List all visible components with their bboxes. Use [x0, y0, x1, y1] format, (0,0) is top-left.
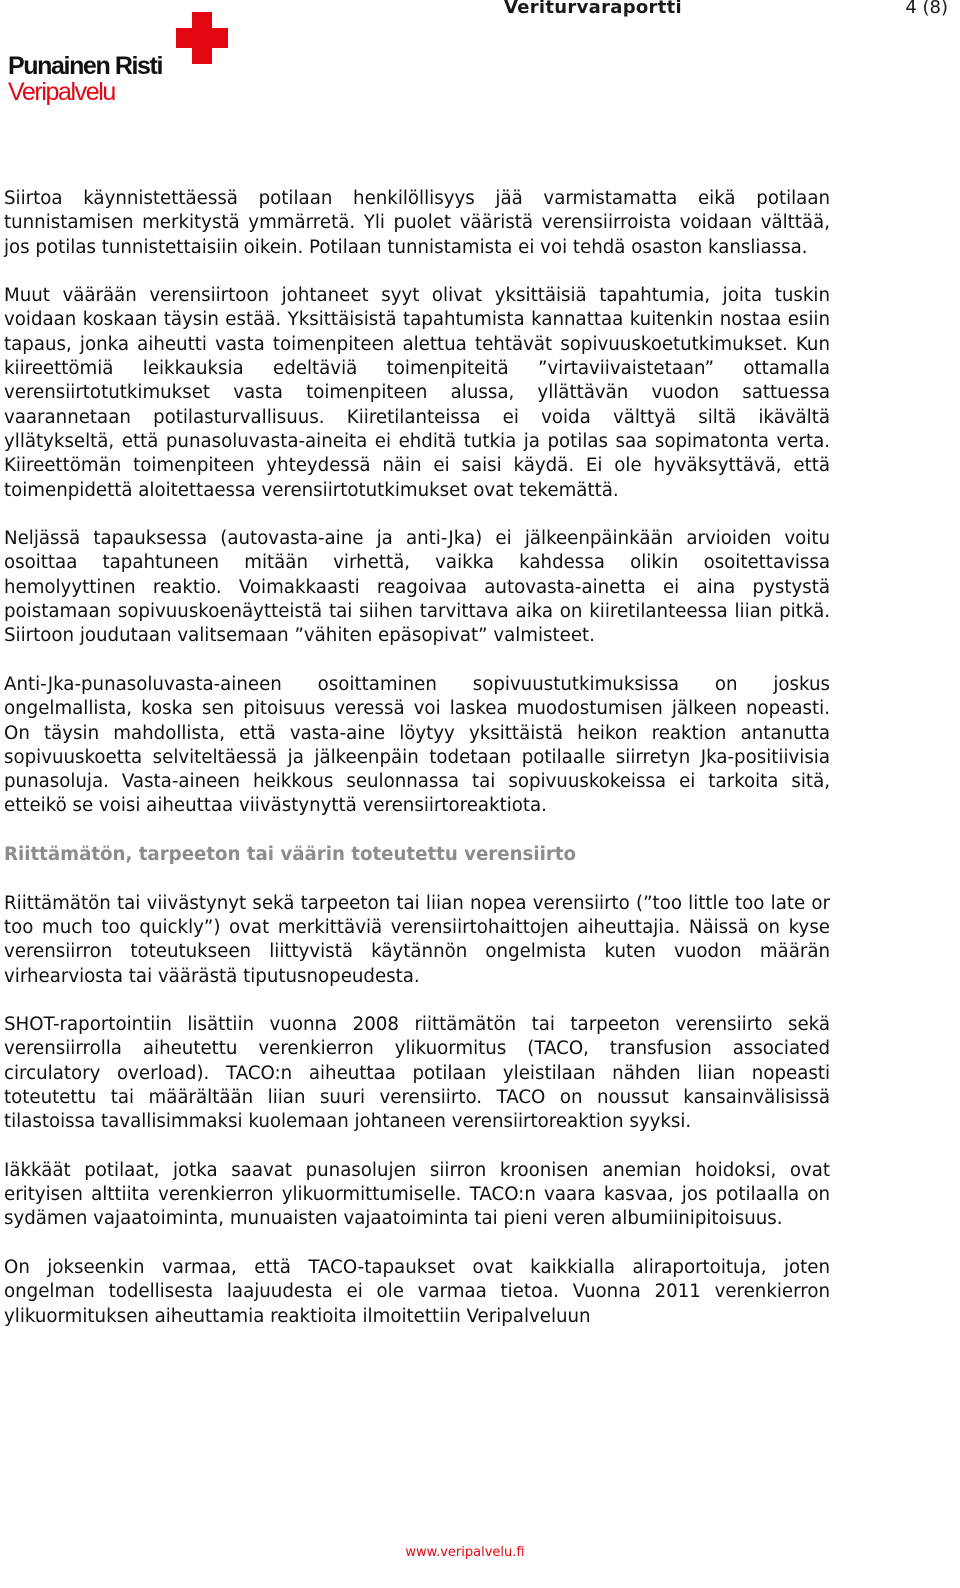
paragraph: Muut väärään verensiirtoon johtaneet syyt olivat yksittäisiä tapahtumia, joita tuskin voidaan koskaan täysin estää. Yksittäisistä tapahtumista kannattaa kuitenkin nostaa esiin tapaus, jonka aiheutti vasta toimenpiteen alettua tehtävät sopivuuskoetutkimukset. Kun kiireettömiä leikkauksia edeltäviä toimenpiteitä ”virtaviivaistetaan” ottamalla verensiirtotutkimukset vasta toimenpiteen alussa, yllättävän vuodon sattuessa vaarannetaan potilasturvallisuus. Kiiretilanteissa ei voida välttyä siltä ikävältä yllätykseltä, että punasoluvasta-aineita ei ehditä tutkia ja potilas saa sopimatonta verta. Kiireettömän toimenpiteen yhteydessä näin ei saisi käydä. Ei ole hyväksyttävä, että toimenpidettä aloitettaessa verensiirtotutkimukset ovat tekemättä.	[4, 285, 830, 501]
logo-name: Punainen Risti	[8, 52, 163, 80]
section-heading: Riittämätön, tarpeeton tai väärin toteutettu verensiirto	[4, 844, 577, 866]
report-body	[4, 187, 830, 1353]
red-cross-logo	[8, 8, 223, 108]
paragraph: Anti-Jka-punasoluvasta-aineen osoittaminen sopivuustutkimuksissa on joskus ongelmallista, koska sen pitoisuus veressä voi laskea muodostumisen jälkeen nopeasti. On täysin mahdollista, että vasta-aine löytyy yksittäistä heikon reaktion antanutta sopivuuskoetta selviteltäessä ja jälkeenpäin todetaan potilaalle siirretyn Jka-positiivisia punasoluja. Vasta-aineen heikkous seulonnassa tai sopivuuskokeissa ei tarkoita sitä, etteikö se voisi aiheuttaa viivästynyttä verensiirtoreaktiota.	[4, 673, 830, 817]
paragraph: Siirtoa käynnistettäessä potilaan henkilöllisyys jää varmistamatta eikä potilaan tunnistamisen merkitystä ymmärretä. Yli puolet vääristä verensiirroista voidaan välttää, jos potilas tunnistettaisiin oikein. Potilaan tunnistamista ei voi tehdä osaston kansliassa.	[4, 188, 830, 258]
paragraph: Riittämätön tai viivästynyt sekä tarpeeton tai liian nopea verensiirto (”too little too late or too much too quickly”) ovat merkittäviä verensiirtohaittojen aiheuttajia. Näissä on kyse verensiirron toteutukseen liittyvistä käytännön ongelmista kuten vuodon määrän virhearviosta tai väärästä tiputusnopeudesta.	[4, 892, 830, 987]
footer-url-link[interactable]: www.veripalvelu.fi	[405, 1545, 525, 1560]
paragraph: Iäkkäät potilaat, jotka saavat punasolujen siirron kroonisen anemian hoidoksi, ovat erityisen alttiita verenkierron ylikuormittumiselle. TACO:n vaara kasvaa, jos potilaalla on sydämen vajaatoiminta, munuaisten vajaatoiminta tai pieni veren albumiinipitoisuus.	[4, 1159, 830, 1230]
paragraph: On jokseenkin varmaa, että TACO-tapaukset ovat kaikkialla aliraportoituja, joten ongelman todellisesta laajuudesta ei ole varmaa tietoa. Vuonna 2011 verenkierron ylikuormituksen aiheuttamia reaktioita ilmoitettiin Veripalveluun	[4, 1257, 830, 1327]
page-number: 4 (8)	[905, 0, 948, 18]
document-title: Veriturvaraportti	[504, 0, 683, 18]
paragraph: Neljässä tapauksessa (autovasta-aine ja anti-Jka) ei jälkeenpäinkään arvioiden voitu osoittaa tapahtuneen mitään virhettä, vaikka kahdessa olikin osoitettavissa hemolyyttinen reaktio. Voimakkaasti reagoivaa autovasta-ainetta ei aina pystystä poistamaan sopivuuskoenäytteistä tai siihen tarvittava aika on kiiretilanteessa liian pitkä. Siirtoon joudutaan valitsemaan ”vähiten epäsopivat” valmisteet.	[4, 528, 830, 647]
red-cross-icon	[176, 12, 228, 64]
paragraph: SHOT-raportointiin lisättiin vuonna 2008 riittämätön tai tarpeeton verensiirto sekä verensiirrolla aiheutettu verenkierron ylikuormitus (TACO, transfusion associated circulatory overload). TACO:n aiheuttaa potilaan yleistilaan nähden liian nopeasti toteutettu tai määrältään liian suuri verensiirto. TACO on noussut kansainvälisissä tilastoissa tavallisimmaksi kuolemaan johtaneen verensiirtoreaktion syyksi.	[4, 1014, 830, 1133]
logo-subname: Veripalvelu	[8, 78, 115, 106]
